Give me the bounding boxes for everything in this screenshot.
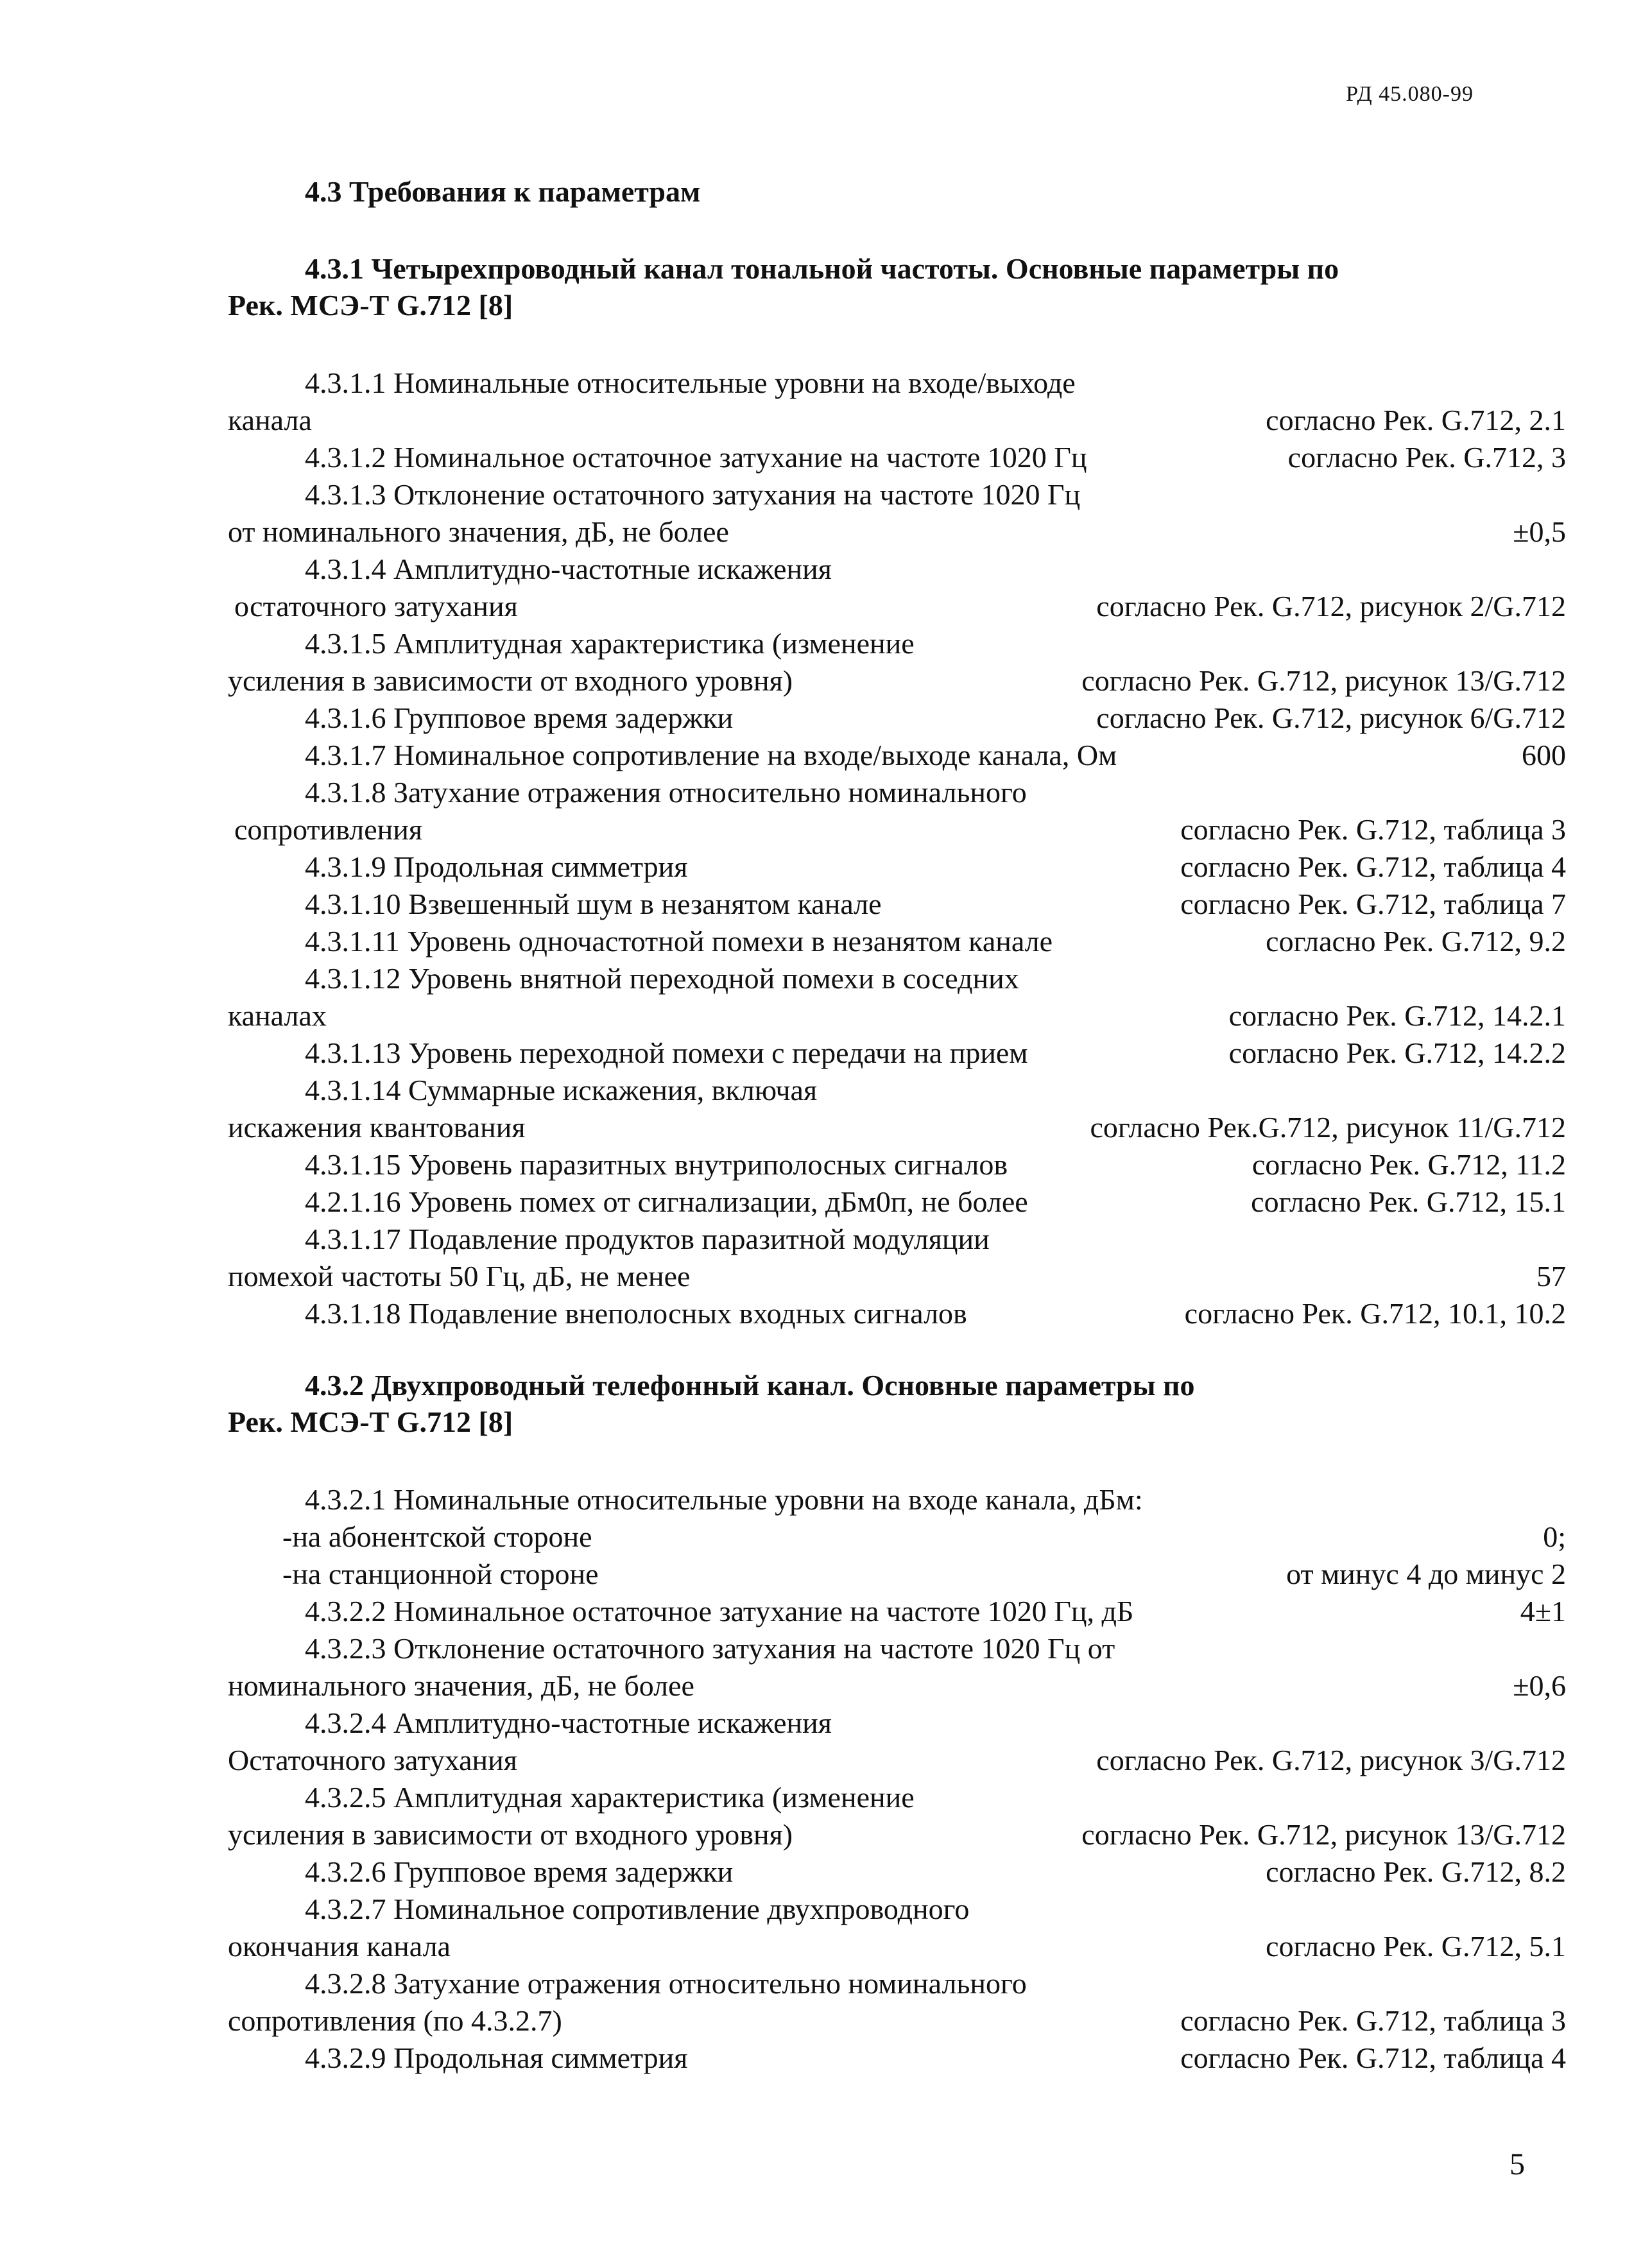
param-line: 4.3.1.4 Амплитудно-частотные искажения [305, 553, 832, 585]
param-line: 4.3.2.8 Затухание отражения относительно номинального [305, 1967, 1027, 2000]
param-line: 4.3.1.14 Суммарные искажения, включая [305, 1074, 818, 1106]
param-line: 4.3.1.10 Взвешенный шум в незанятом канале согласно Рек. G.712, таблица 7 [305, 888, 1566, 920]
param-line: 4.3.1.11 Уровень одночастотной помехи в незанятом канале согласно Рек. G.712, 9.2 [305, 925, 1566, 958]
section-heading-4-3-2 [228, 1367, 1550, 1440]
param-line: 4.3.2.5 Амплитудная характеристика (изменение [305, 1781, 915, 1814]
param-line: канала согласно Рек. G.712, 2.1 [228, 404, 1566, 436]
heading-line-1: 4.3.1 Четырехпроводный канал тональной частоты. Основные параметры по [305, 252, 1339, 285]
heading-line-2: Рек. МСЭ-Т G.712 [8] [228, 1405, 513, 1438]
param-line: усиления в зависимости от входного уровня) согласно Рек. G.712, рисунок 13/G.712 [228, 664, 1566, 697]
param-line: сопротивления согласно Рек. G.712, таблица 3 [234, 813, 1566, 846]
heading-line-2: Рек. МСЭ-Т G.712 [8] [228, 289, 513, 322]
param-line: остаточного затухания согласно Рек. G.712, рисунок 2/G.712 [234, 590, 1566, 623]
param-line: сопротивления (по 4.3.2.7) согласно Рек. G.712, таблица 3 [228, 2004, 1566, 2037]
param-line: 4.3.1.5 Амплитудная характеристика (изменение [305, 627, 915, 660]
param-line: 4.3.1.2 Номинальное остаточное затухание на частоте 1020 Гц согласно Рек. G.712, 3 [305, 441, 1566, 474]
param-line: помехой частоты 50 Гц, дБ, не менее 57 [228, 1260, 1566, 1293]
param-line: 4.3.1.13 Уровень переходной помехи с передачи на прием согласно Рек. G.712, 14.2.2 [305, 1036, 1566, 1069]
param-line: 4.3.1.8 Затухание отражения относительно номинального [305, 776, 1027, 809]
section-title: 4.3 Требования к параметрам [305, 175, 701, 208]
param-line: 4.3.1.12 Уровень внятной переходной помехи в соседних [305, 962, 1019, 995]
param-line: 4.3.2.7 Номинальное сопротивление двухпроводного [305, 1893, 970, 1925]
param-line: 4.3.1.17 Подавление продуктов паразитной модуляции [305, 1223, 990, 1255]
param-line: 4.3.1.1 Номинальные относительные уровни на входе/выходе [305, 366, 1076, 399]
param-line: 4.3.1.3 Отклонение остаточного затухания на частоте 1020 Гц [305, 478, 1081, 511]
param-line: 4.3.2.9 Продольная симметрия согласно Рек. G.712, таблица 4 [305, 2041, 1566, 2074]
param-line: 4.3.2.2 Номинальное остаточное затухание на частоте 1020 Гц, дБ 4±1 [305, 1595, 1566, 1628]
section-heading-4-3-1 [228, 250, 1550, 323]
heading-line-1: 4.3.2 Двухпроводный телефонный канал. Основные параметры по [305, 1369, 1195, 1402]
param-line: 4.3.1.9 Продольная симметрия согласно Рек. G.712, таблица 4 [305, 850, 1566, 883]
param-line: 4.3.1.6 Групповое время задержки согласно Рек. G.712, рисунок 6/G.712 [305, 701, 1566, 734]
param-line: Остаточного затухания согласно Рек. G.712, рисунок 3/G.712 [228, 1744, 1566, 1776]
param-line: 4.3.2.3 Отклонение остаточного затухания на частоте 1020 Гц от [305, 1632, 1115, 1665]
document-code: РД 45.080-99 [1346, 82, 1474, 106]
param-line: 4.3.1.7 Номинальное сопротивление на входе/выходе канала, Ом 600 [305, 739, 1566, 771]
param-line: каналах согласно Рек. G.712, 14.2.1 [228, 999, 1566, 1032]
param-line: 4.3.2.6 Групповое время задержки согласно Рек. G.712, 8.2 [305, 1855, 1566, 1888]
page-number: 5 [1509, 2147, 1525, 2181]
param-line: искажения квантования согласно Рек.G.712, рисунок 11/G.712 [228, 1111, 1566, 1144]
param-line: окончания канала согласно Рек. G.712, 5.1 [228, 1930, 1566, 1963]
section-heading-4-3 [228, 173, 1550, 210]
param-line: 4.3.1.15 Уровень паразитных внутриполосных сигналов согласно Рек. G.712, 11.2 [305, 1148, 1566, 1181]
param-line: 4.3.2.4 Амплитудно-частотные искажения [305, 1706, 832, 1739]
param-line: -на абонентской стороне 0; [282, 1520, 1566, 1553]
param-line: 4.2.1.16 Уровень помех от сигнализации, дБм0п, не более согласно Рек. G.712, 15.1 [305, 1185, 1566, 1218]
param-line: -на станционной стороне от минус 4 до минус 2 [282, 1558, 1566, 1590]
param-line: от номинального значения, дБ, не более ±0,5 [228, 515, 1566, 548]
param-line: номинального значения, дБ, не более ±0,6 [228, 1669, 1566, 1702]
param-line: 4.3.2.1 Номинальные относительные уровни на входе канала, дБм: [305, 1483, 1143, 1516]
param-line: 4.3.1.18 Подавление внеполосных входных сигналов согласно Рек. G.712, 10.1, 10.2 [305, 1297, 1566, 1330]
param-line: усиления в зависимости от входного уровня) согласно Рек. G.712, рисунок 13/G.712 [228, 1818, 1566, 1851]
